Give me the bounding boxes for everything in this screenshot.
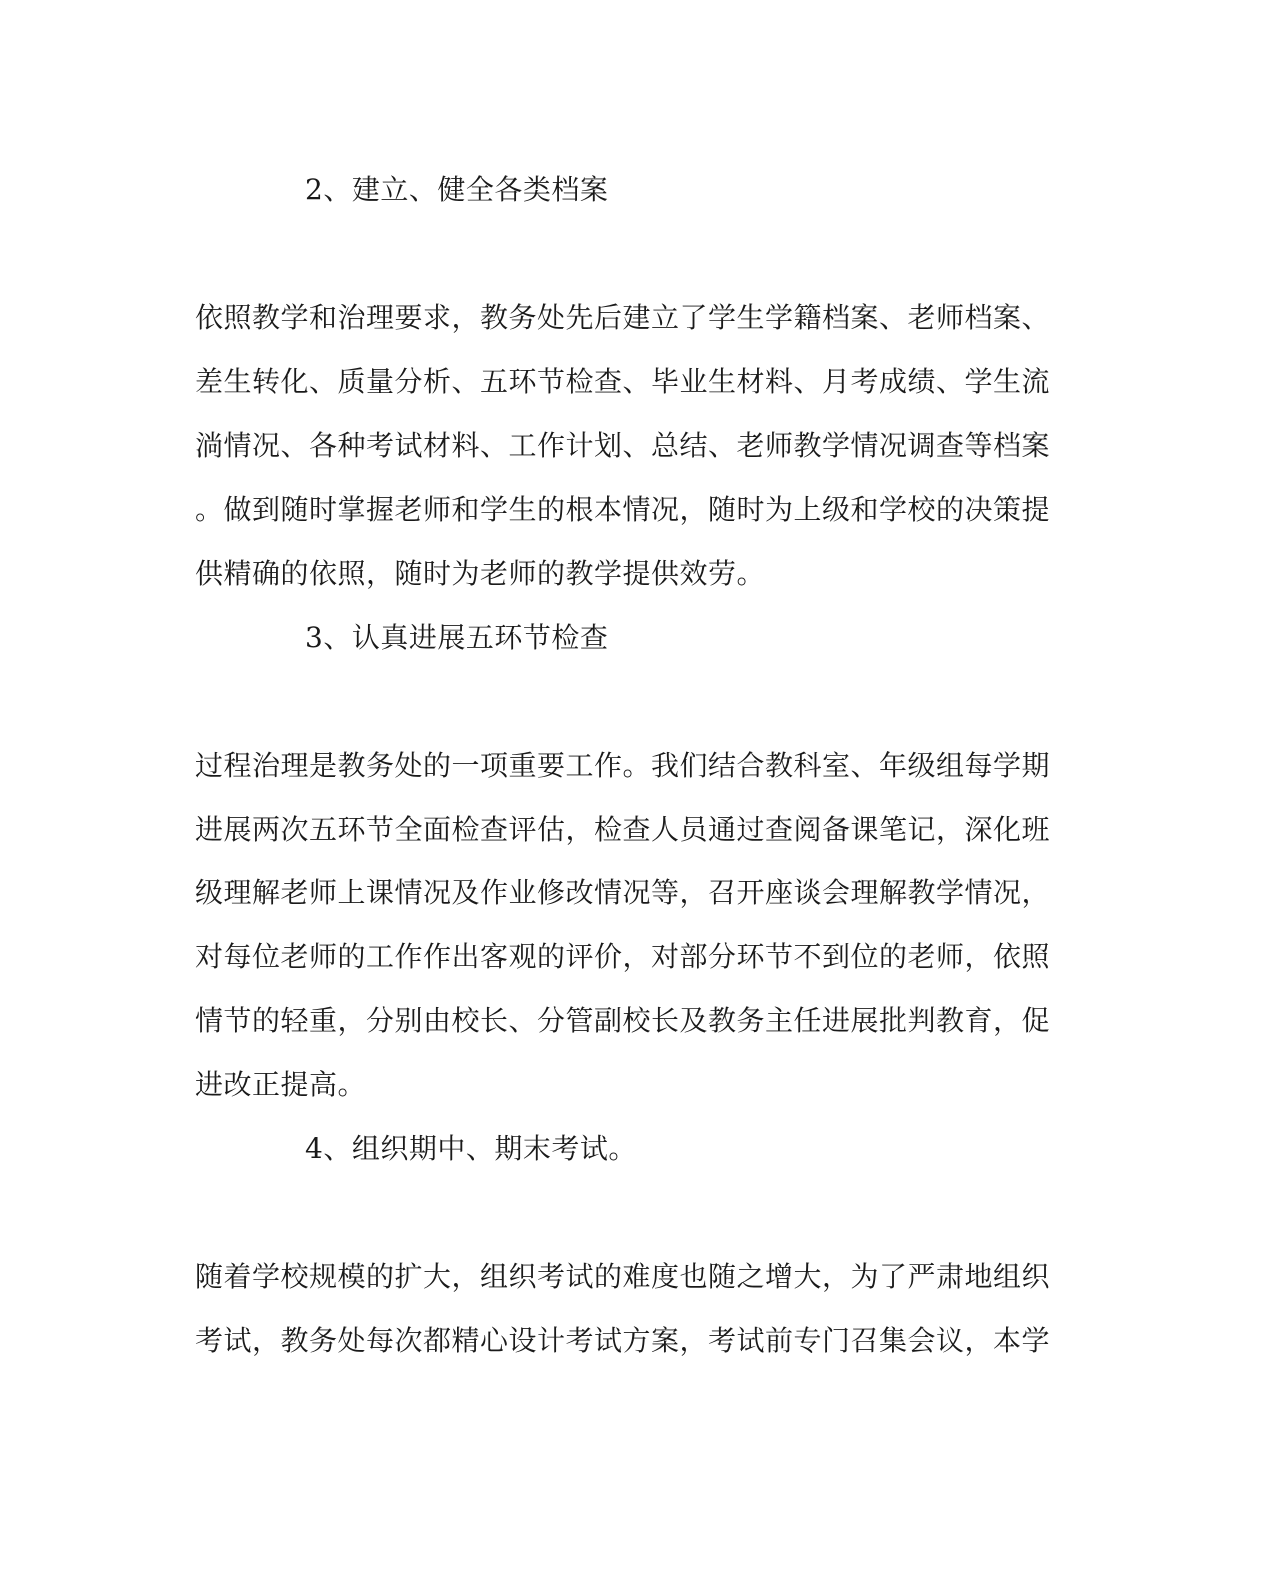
paragraph-line: 进改正提高。 [195, 1068, 367, 1101]
paragraph-line: 淌情况、各种考试材料、工作计划、总结、老师教学情况调查等档案 [195, 429, 1051, 462]
paragraph-line: 进展两次五环节全面检查评估，检查人员通过查阅备课笔记，深化班 [195, 813, 1051, 846]
paragraph-line: 考试，教务处每次都精心设计考试方案，考试前专门召集会议，本学 [195, 1324, 1051, 1357]
paragraph-line: 供精确的依照，随时为老师的教学提供效劳。 [195, 557, 766, 590]
section-heading-4: 4、组织期中、期末考试。 [305, 1132, 637, 1165]
paragraph-line: 级理解老师上课情况及作业修改情况等，召开座谈会理解教学情况， [195, 876, 1051, 909]
paragraph-line: 对每位老师的工作作出客观的评价，对部分环节不到位的老师，依照 [195, 940, 1051, 973]
paragraph-line: 依照教学和治理要求，教务处先后建立了学生学籍档案、老师档案、 [195, 301, 1051, 334]
paragraph-line: 差生转化、质量分析、五环节检查、毕业生材料、月考成绩、学生流 [195, 365, 1051, 398]
section-heading-3: 3、认真进展五环节检查 [305, 621, 609, 654]
paragraph-line: 情节的轻重，分别由校长、分管副校长及教务主任进展批判教育，促 [195, 1004, 1051, 1037]
paragraph-line: 。做到随时掌握老师和学生的根本情况，随时为上级和学校的决策提 [195, 493, 1051, 526]
paragraph-line: 随着学校规模的扩大，组织考试的难度也随之增大，为了严肃地组织 [195, 1260, 1051, 1293]
section-heading-2: 2、建立、健全各类档案 [305, 173, 609, 206]
paragraph-line: 过程治理是教务处的一项重要工作。我们结合教科室、年级组每学期 [195, 749, 1051, 782]
